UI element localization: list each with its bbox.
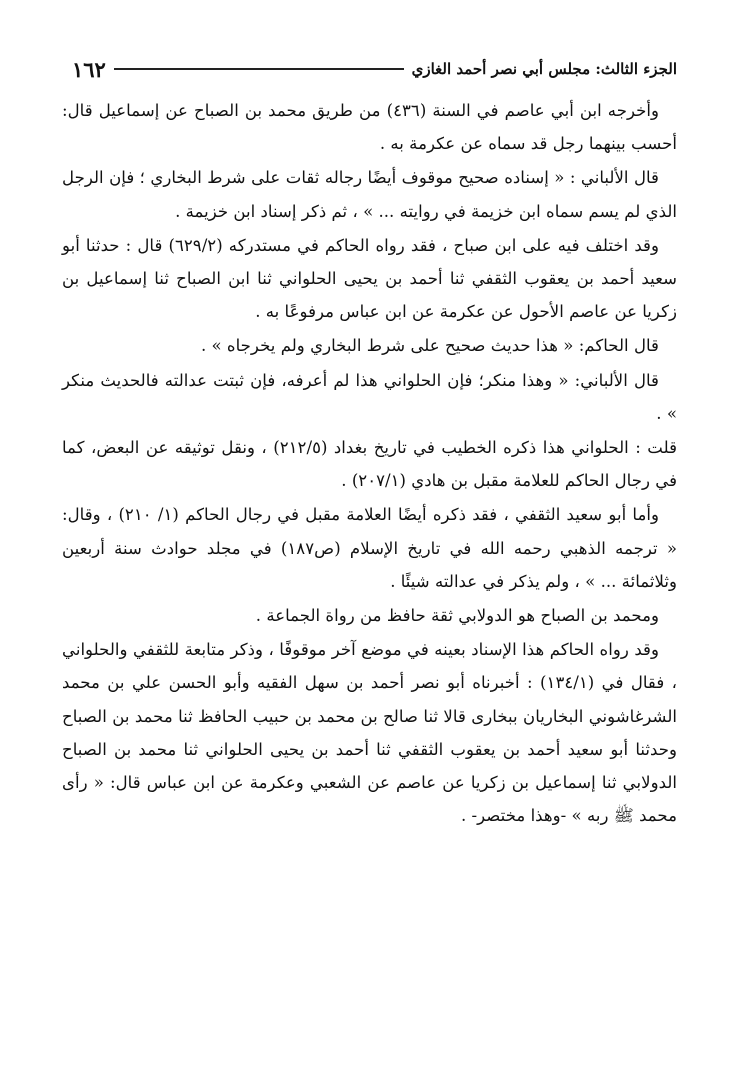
header-rule (114, 68, 404, 70)
paragraph-5: قال الألباني: « وهذا منكر؛ فإن الحلواني هذا لم أعرفه، فإن ثبتت عدالته فالحديث منكر » . (62, 370, 677, 423)
paragraph-2: قال الألباني : « إسناده صحيح موقوف أيضًا رجاله ثقات على شرط البخاري ؛ فإن الرجل الذي لم يسم سماه ابن خزيمة في روايته ... » ، ثم ذكر إسناد ابن خزيمة . (62, 168, 677, 221)
page-body (62, 94, 677, 833)
page-header (62, 52, 677, 86)
paragraph-7: وأما أبو سعيد الثقفي ، فقد ذكره أيضًا العلامة مقبل في رجال الحاكم (١/ ٢١٠) ، وقال: « ترجمه الذهبي رحمه الله في تاريخ الإسلام (ص١٨٧) في مجلد حوادث سنة أربعين وثلاثمائة ... » ، ولم يذكر في عدالته شيئًا . (62, 505, 677, 591)
paragraph-3: وقد اختلف فيه على ابن صباح ، فقد رواه الحاكم في مستدركه (٦٢٩/٢) قال : حدثنا أبو سعيد أحمد بن يعقوب الثقفي ثنا أحمد بن يحيى الحلواني ثنا ابن الصباح ثنا إسماعيل بن زكريا عن عاصم الأحول عن عكرمة عن ابن عباس مرفوعًا به . (62, 235, 677, 322)
paragraph-6: قلت : الحلواني هذا ذكره الخطيب في تاريخ بغداد (٢١٢/٥) ، ونقل توثيقه عن البعض، كما في رجال الحاكم للعلامة مقبل بن هادي (٢٠٧/١) . (62, 438, 678, 491)
paragraph-4: قال الحاكم: « هذا حديث صحيح على شرط البخاري ولم يخرجاه » . (200, 336, 659, 356)
paragraph-1: وأخرجه ابن أبي عاصم في السنة (٤٣٦) من طريق محمد بن الصباح عن إسماعيل قال: أحسب بينهما رجل قد سماه عن عكرمة به . (62, 101, 677, 154)
paragraph-8: ومحمد بن الصباح هو الدولابي ثقة حافظ من رواة الجماعة . (255, 606, 659, 626)
page-number: ١٦٢ (72, 56, 106, 82)
paragraph-9: وقد رواه الحاكم هذا الإسناد بعينه في موضع آخر موقوفًا ، وذكر متابعة للثقفي والحلواني ، فقال في (١٣٤/١) : أخبرناه أبو نصر أحمد بن سهل الفقيه وأبو الحسن علي بن محمد الشرغاشوني البخاريان ببخارى قالا ثنا صالح بن محمد بن حبيب الحافظ ثنا محمد بن الصباح وحدثنا أبو سعيد أحمد بن يعقوب الثقفي ثنا أحمد بن يحيى الحلواني ثنا محمد بن الصباح الدولابي ثنا إسماعيل بن زكريا عن عاصم عن الشعبي وعكرمة عن ابن عباس قال: « رأى محمد ﷺ ربه » -وهذا مختصر- . (62, 640, 678, 826)
running-title: الجزء الثالث: مجلس أبي نصر أحمد الغازي (411, 60, 677, 78)
